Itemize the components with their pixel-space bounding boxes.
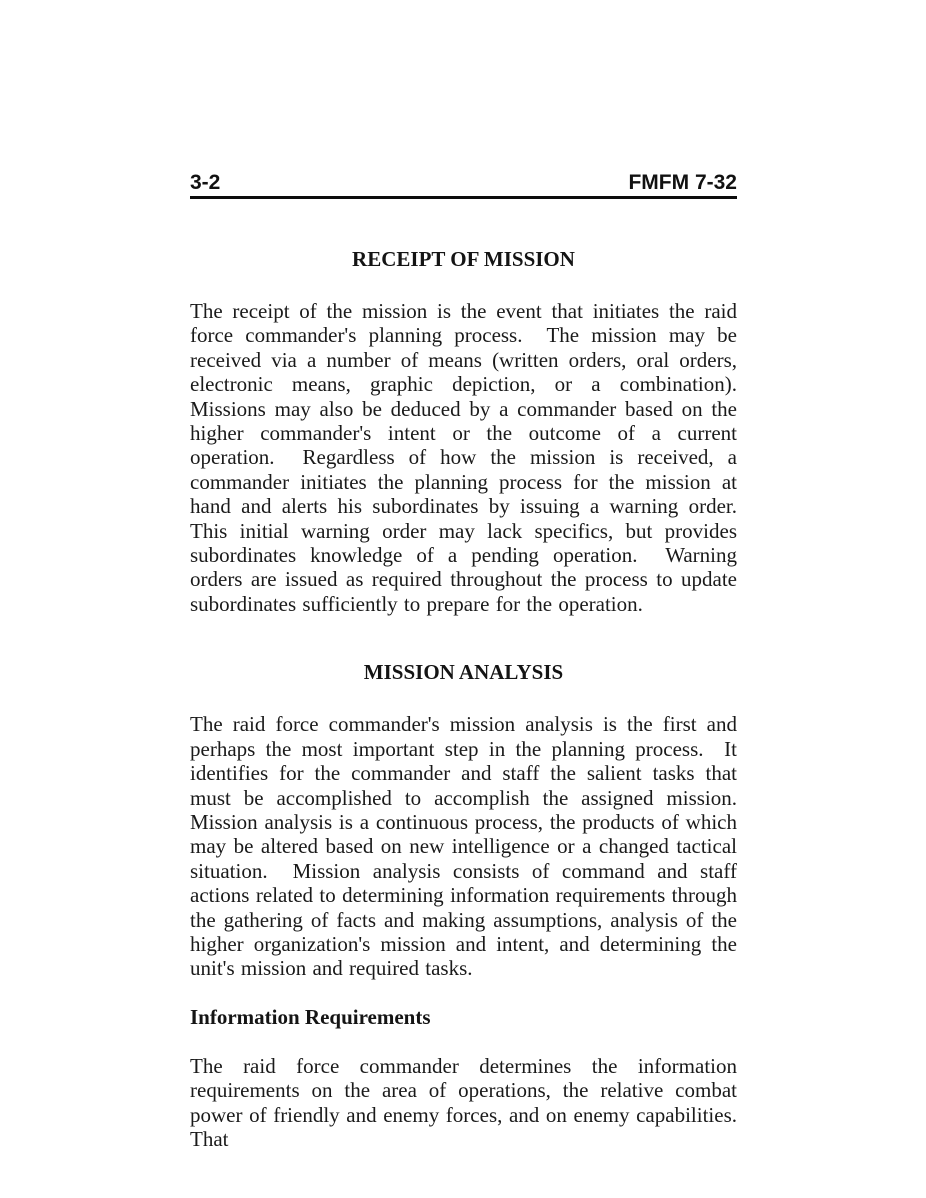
section-heading-information-requirements: Information Requirements: [190, 1004, 431, 1029]
section-receipt-of-mission: [190, 247, 750, 616]
page-number: 3-2: [190, 171, 221, 194]
section-mission-analysis: [190, 660, 750, 981]
section-information-requirements: [190, 1004, 750, 1152]
manual-number: FMFM 7-32: [628, 171, 737, 194]
paragraph-mission-analysis: The raid force commander's mission analysis is the first and perhaps the most important step in the planning process. It identifies for the commander and staff the salient tasks that must be accomplished to accomplish the assigned mission. Mission analysis is a continuous process, the products of which may be altered based on new intelligence or a changed tactical situation. Mission analysis consists of command and staff actions related to determining information requirements through the gathering of facts and making assumptions, analysis of the higher organization's mission and intent, and determining the unit's mission and required tasks.: [190, 712, 750, 981]
page-content: [190, 171, 750, 1151]
section-heading-receipt-of-mission: RECEIPT OF MISSION: [352, 247, 575, 271]
section-heading-mission-analysis: MISSION ANALYSIS: [363, 660, 564, 685]
running-header: [190, 171, 737, 199]
paragraph-information-requirements: The raid force commander determines the information requirements on the area of operations, the relative combat power of friendly and enemy forces, and on enemy capabilities. That: [190, 1053, 750, 1151]
paragraph-receipt-of-mission: The receipt of the mission is the event that initiates the raid force commander's planning process. The mission may be received via a number of means (written orders, oral orders, electronic means, graphic depiction, or a combination). Missions may also be deduced by a commander based on the higher commander's intent or the outcome of a current operation. Regardless of how the mission is received, a commander initiates the planning process for the mission at hand and alerts his subordinates by issuing a warning order. This initial warning order may lack specifics, but provides subordinates knowledge of a pending operation. Warning orders are issued as required throughout the process to update subordinates sufficiently to prepare for the operation.: [190, 299, 750, 616]
